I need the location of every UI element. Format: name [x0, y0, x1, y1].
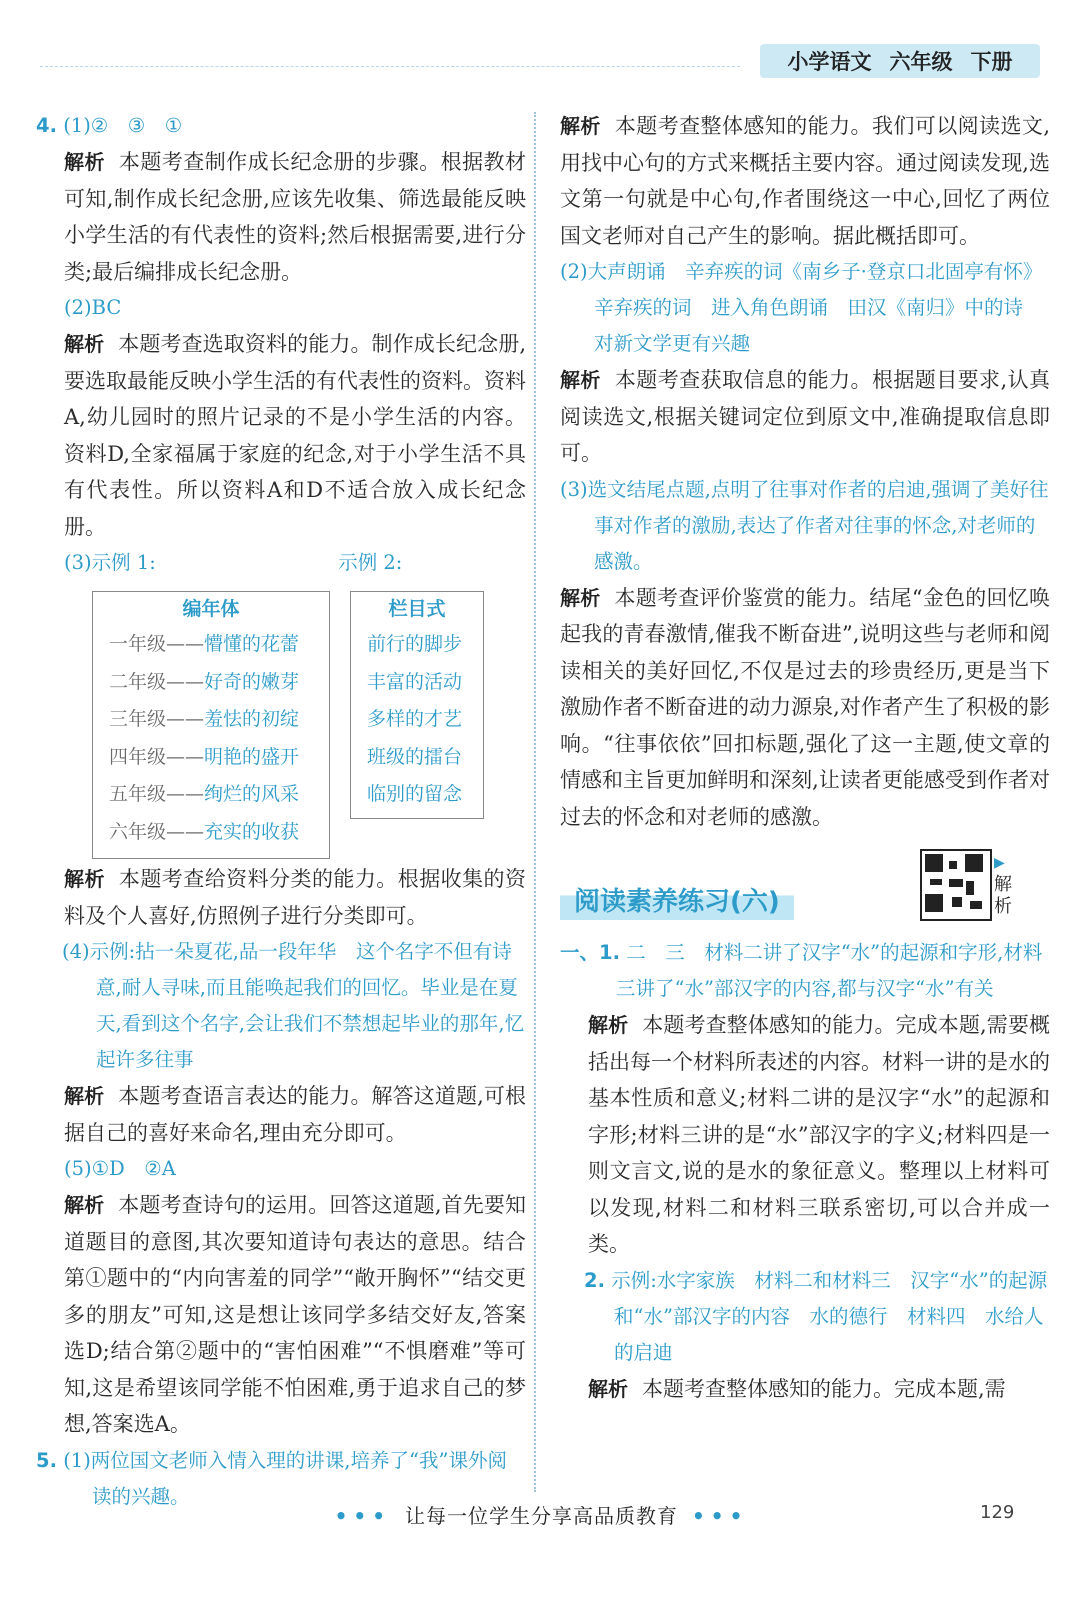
s2-explanation: 解析 本题考查整体感知的能力。完成本题,需 [588, 1376, 1006, 1401]
jiexi-label: 解析 [588, 1376, 628, 1401]
grade-label: 六年级 [889, 50, 953, 74]
q4-5-answer: (5)①D ②A [64, 1157, 176, 1180]
box-row: 二年级——好奇的嫩芽 [109, 670, 300, 693]
header-tag [760, 44, 1040, 78]
r3-answer: (3)选文结尾点题,点明了往事对作者的启迪,强调了美好往事对作者的激励,表达了作者对往事的怀念,对老师的感激。 [560, 477, 1049, 573]
jiexi-label: 解析 [588, 1013, 629, 1037]
r1-explanation: 解析 本题考查整体感知的能力。我们可以阅读选文,用找中心句的方式来概括主要内容。通过阅读发现,选文第一句就是中心句,作者围绕这一中心,回忆了两位国文老师对自己产生的影响。据此概括即可。 [560, 114, 1050, 248]
example-1-label: (3)示例 1: [64, 551, 156, 574]
jiexi-label: 解析 [560, 114, 601, 138]
box-row: 六年级——充实的收获 [109, 820, 300, 843]
classification-boxes [36, 585, 526, 855]
dots-left: ••• [334, 1504, 391, 1528]
chronological-box [92, 591, 330, 859]
jiexi-label: 解析 [64, 150, 105, 174]
box-row: 一年级——懵懂的花蕾 [109, 633, 300, 655]
qr-code-icon[interactable] [920, 849, 992, 921]
q4-3-explanation: 解析 本题考查给资料分类的能力。根据收集的资料及个人喜好,仿照例子进行分类即可。 [64, 867, 527, 928]
question-number: 5. [36, 1448, 57, 1472]
right-column [560, 108, 1053, 1407]
qr-label: ▶ 解析 [994, 855, 1012, 917]
jiexi-label: 解析 [64, 1084, 105, 1108]
jiexi-label: 解析 [560, 585, 601, 610]
jiexi-label: 解析 [64, 1193, 105, 1217]
column-divider [534, 112, 536, 1492]
box-row: 前行的脚步 [367, 633, 463, 655]
r2-explanation: 解析 本题考查获取信息的能力。根据题目要求,认真阅读选文,根据关键词定位到原文中,准确提取信息即可。 [560, 368, 1050, 465]
example-2-label: 示例 2: [338, 551, 403, 574]
subject-label: 小学语文 [787, 50, 872, 74]
question-number: 4. [36, 114, 57, 137]
dots-right: ••• [692, 1504, 749, 1528]
footer-slogan: ••• 让每一位学生分享高品质教育 ••• [334, 1504, 749, 1528]
section-title: 阅读素养练习(六) [560, 879, 794, 920]
box-row: 班级的擂台 [367, 745, 463, 768]
header-rule [40, 66, 740, 67]
q4-4-explanation: 解析 本题考查语言表达的能力。解答这道题,可根据自己的喜好来命名,理由充分即可。 [64, 1084, 527, 1145]
r2-answer: (2)大声朗诵 辛弃疾的词《南乡子·登京口北固亭有怀》 辛弃疾的词 进入角色朗诵 田汉《南归》中的诗 对新文学更有兴趣 [560, 260, 1053, 355]
jiexi-label: 解析 [560, 368, 601, 392]
box-title: 编年体 [182, 598, 240, 620]
question-number: 2. [584, 1268, 605, 1292]
q4-5-explanation: 解析 本题考查诗句的运用。回答这道题,首先要知道题目的意图,其次要知道诗句表达的意思。结合第①题中的“内向害羞的同学”“敞开胸怀”“结交更多的朋友”可知,这是想让该同学多结交好友,答案选D;结合第②题中的“害怕困难”“不惧磨难”等可知,这是希望该同学能不怕困难,勇于追求自己的梦想,答案选A。 [64, 1193, 527, 1436]
q4-3-examples [36, 545, 526, 581]
question-number: 一、1. [560, 941, 620, 964]
q4-1-answer: 4. (1)② ③ ① [36, 114, 183, 137]
q4-2-explanation: 解析 本题考查选取资料的能力。制作成长纪念册,要选取最能反映小学生活的有代表性的资料。资料A,幼儿园时的照片记录的不是小学生活的内容。资料D,全家福属于家庭的纪念,对于小学生活不具有代表性。所以资料A和D不适合放入成长纪念册。 [64, 332, 527, 539]
s2-answer: 2. 示例:水字家族 材料二和材料三 汉字“水”的起源和“水”部汉字的内容 水的德行 材料四 水给人的启迪 [584, 1268, 1048, 1364]
volume-label: 下册 [970, 50, 1013, 74]
jiexi-label: 解析 [64, 867, 105, 891]
play-icon: ▶ [994, 855, 1005, 871]
r3-explanation: 解析 本题考查评价鉴赏的能力。结尾“金色的回忆唤起我的青春激情,催我不断奋进”,说明这些与老师和阅读相关的美好回忆,不仅是过去的珍贵经历,更是当下激励作者不断奋进的动力源泉,对作者产生了积极的影响。“往事依依”回扣标题,强化了这一主题,使文章的情感和主旨更加鲜明和深刻,让读者更能感受到作者对过去的怀念和对老师的感激。 [560, 585, 1051, 829]
s1-answer: 一、1. 二 三 材料二讲了汉字“水”的起源和字形,材料三讲了“水”部汉字的内容,都与汉字“水”有关 [560, 941, 1043, 1000]
box-row: 四年级——明艳的盛开 [109, 745, 300, 768]
q4-4-answer: (4)示例:拈一朵夏花,品一段年华 这个名字不但有诗意,耐人寻味,而且能唤起我们的回忆。毕业是在夏天,看到这个名字,会让我们不禁想起毕业的那年,忆起许多往事 [62, 940, 525, 1071]
section-header [560, 849, 1050, 929]
left-column [36, 108, 526, 1515]
box-row: 临别的留念 [367, 783, 463, 805]
q4-2-answer: (2)BC [64, 296, 122, 319]
column-style-box [350, 591, 484, 819]
s1-explanation: 解析 本题考查整体感知的能力。完成本题,需要概括出每一个材料所表述的内容。材料一讲的是水的基本性质和意义;材料二讲的是汉字“水”的起源和字形;材料三讲的是“水”部汉字的字义;材料四是一则文言文,说的是水的象征意义。整理以上材料可以发现,材料二和材料三联系密切,可以合并成一类。 [588, 1013, 1051, 1256]
jiexi-label: 解析 [64, 332, 105, 356]
box-row: 三年级——羞怯的初绽 [109, 708, 300, 730]
box-row: 丰富的活动 [367, 670, 463, 693]
q4-1-explanation: 解析 本题考查制作成长纪念册的步骤。根据教材可知,制作成长纪念册,应该先收集、筛选最能反映小学生活的有代表性的资料;然后根据需要,进行分类;最后编排成长纪念册。 [64, 150, 527, 284]
box-title: 栏目式 [388, 598, 446, 620]
q5-1-answer: 5. (1)两位国文老师入情入理的讲课,培养了“我”课外阅读的兴趣。 [36, 1448, 507, 1508]
box-row: 五年级——绚烂的风采 [109, 783, 300, 805]
box-row: 多样的才艺 [367, 708, 463, 730]
page-number: 129 [980, 1502, 1015, 1523]
